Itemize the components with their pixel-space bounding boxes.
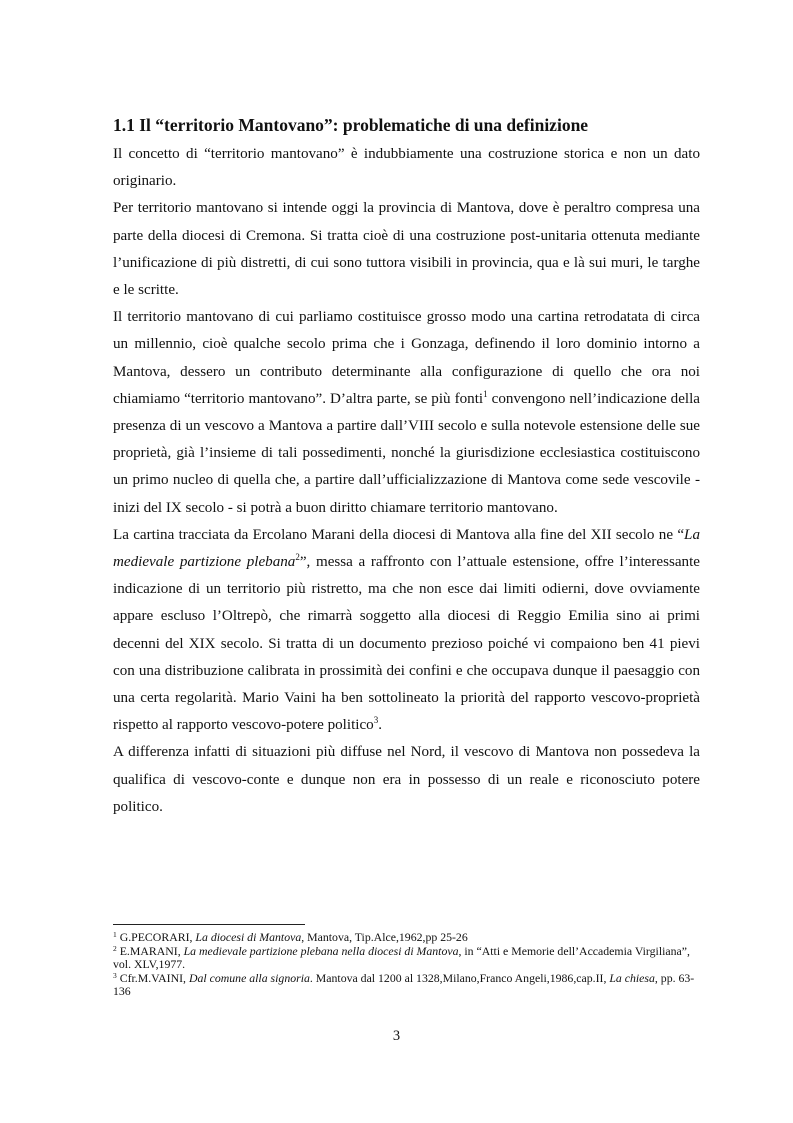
cited-title: La medievale partizione plebana [113,526,700,571]
paragraph-2: Per territorio mantovano si intende oggi la provincia di Mantova, dove è peraltro compresa una parte della diocesi di Cremona. Si tratta cioè di una costruzione post-unitaria ottenuta mediante l’unificazione di più distretti, di cui sono tuttora visibili in provincia, qua e là sui muri, le targhe e le scritte. [113,200,700,299]
paragraph-3-text-b: convengono nell’indicazione della presenza di un vescovo a Mantova a partire dall’VIII secolo e sulla notevole estensione delle sue proprietà, già l’insieme di tali possedimenti, nonché la giurisdizione ecclesiastica costituiscono un primo nucleo di quella che, a partire dall’ufficializzazione di Mantova come sede vescovile - inizi del IX secolo - si potrà a buon diritto chiamare territorio mantovano. [113,390,701,516]
footnote-1-author: G.PECORARI, [116,930,196,944]
paragraph-3 [113,304,700,522]
footnote-2 [113,945,703,972]
footnote-3-chapter-title: La chiesa [609,970,655,985]
footnote-2-number: 2 [113,943,117,953]
footnote-3-title: Dal comune alla signoria [188,970,310,985]
paragraph-1: Il concetto di “territorio mantovano” è indubbiamente una costruzione storica e non un dato originario. [113,146,700,190]
footnote-2-title: La medievale partizione plebana nella diocesi di Mantova [183,943,459,958]
paragraph-4-text-a: La cartina tracciata da Ercolano Marani della diocesi di Mantova alla fine del XII secolo ne “ [113,526,685,543]
footnote-3 [113,972,703,999]
footnote-ref-3[interactable]: 3 [373,715,379,726]
footnotes [113,931,703,999]
paragraph-4-text-b: ”, messa a raffronto con l’attuale estensione, offre l’interessante indicazione di un territorio più ristretto, ma che non esce dai limiti odierni, dove ovviamente appare escluso l’Oltrepò, che rimarrà soggetto alla diocesi di Reggio Emilia sino ai primi decenni del XIX secolo. Si tratta di un documento prezioso poiché vi compaiono ben 41 pievi con una distribuzione calibrata in prossimità dei confini e che occupava dunque il paesaggio con una certa regolarità. Mario Vaini ha ben sottolineato la priorità del rapporto vescovo-proprietà rispetto al rapporto vescovo-potere politico [113,554,700,734]
footnote-3-author: Cfr.M.VAINI, [116,970,189,985]
footnote-1-title: La diocesi di Mantova [195,930,302,944]
paragraph-5: A differenza infatti di situazioni più diffuse nel Nord, il vescovo di Mantova non possedeva la qualifica di vescovo-conte e dunque non era in possesso di un reale e riconosciuto potere politico. [113,744,700,815]
footnote-3-number: 3 [113,970,117,980]
footnote-separator [113,924,305,925]
footnote-1 [113,931,703,945]
footnote-3-pages: , pp. 63-136 [113,970,695,999]
body-text [113,141,700,821]
footnote-ref-1[interactable]: 1 [483,388,488,399]
footnote-3-details: . Mantova dal 1200 al 1328,Milano,Franco Angeli,1986,cap.II, [309,970,610,985]
paragraph-4 [113,522,700,740]
paragraph-3-text-a: Il territorio mantovano di cui parliamo costituisce grosso modo una cartina retrodatata di circa un millennio, cioè qualche secolo prima che i Gonzaga, definendo il loro dominio intorno a Mantova, dessero un contributo determinante alla configurazione di quello che ora noi chiamiamo “territorio mantovano”. D’altra parte, se più fonti [113,309,700,407]
footnote-2-details: , in “Atti e Memorie dell’Accademia Virgiliana”, vol. XLV,1977. [113,943,690,972]
page-number: 3 [392,1028,401,1044]
footnote-1-number: 1 [113,930,117,939]
section-title: 1.1 Il “territorio Mantovano”: problematiche di una definizione [113,115,589,135]
footnote-1-details: , Mantova, Tip.Alce,1962,pp 25-26 [301,930,468,944]
footnote-2-author: E.MARANI, [116,943,184,958]
paragraph-4-text-c: . [378,717,382,734]
footnote-ref-2[interactable]: 2 [295,552,300,563]
